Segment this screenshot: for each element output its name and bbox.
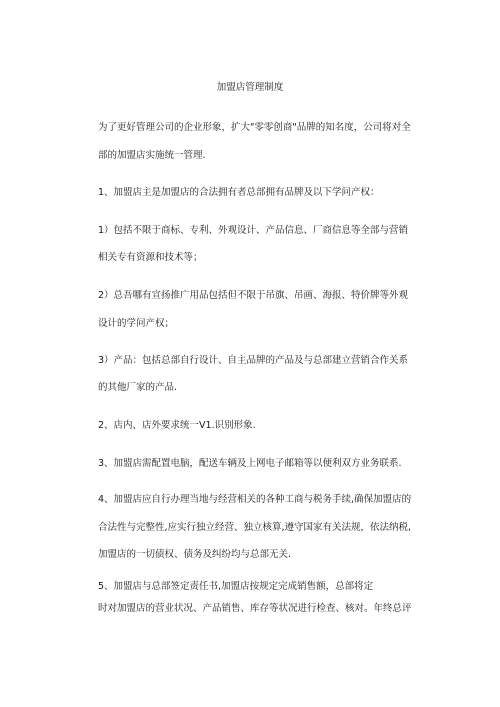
paragraph-line: 的其他厂家的产品. bbox=[98, 382, 178, 393]
paragraph-line: 合法性与完整性,应实行独立经营、独立核算,遵守国家有关法规，依法纳税, bbox=[98, 522, 412, 533]
paragraph-line: 4、加盟店应自行办理当地与经营相关的各种工商与税务手续,确保加盟店的 bbox=[98, 494, 412, 505]
paragraph-line: 3）产品：包括总部自行设计、自主品牌的产品及与总部建立营销合作关系 bbox=[98, 355, 409, 366]
document-title: 加盟店管理制度 bbox=[216, 82, 284, 93]
paragraph-line: 3、加盟店需配置电脑，配送车辆及上网电子邮箱等以便利双方业务联系. bbox=[98, 458, 402, 469]
paragraph-line: 1）包括不限于商标、专利、外观设计、产品信息、厂商信息等全部与营销 bbox=[98, 225, 409, 236]
paragraph-line: 加盟店的一切债权、债务及纠纷均与总部无关. bbox=[98, 549, 292, 560]
paragraph-line: 设计的学问产权； bbox=[98, 318, 175, 329]
paragraph-line: 为了更好管理公司的企业形象，扩大"零零创商"品牌的知名度，公司将对全 bbox=[98, 122, 411, 133]
paragraph-line: 相关专有资源和技术等； bbox=[98, 252, 203, 263]
paragraph-line: 1、加盟店主是加盟店的合法拥有者总部拥有品牌及以下学问产权： bbox=[98, 187, 380, 198]
paragraph-line: 部的加盟店实施统一管理. bbox=[98, 150, 206, 161]
paragraph-line: 2）总吾哪有宣扬推广用品包括但不限于吊旗、吊画、海报、特价牌等外观 bbox=[98, 290, 409, 301]
paragraph-line: 2、店内、店外要求统一V1.识别形象. bbox=[98, 420, 256, 431]
paragraph-line: 5、加盟店与总部签定责任书,加盟店按规定完成销售额，总部将定 bbox=[98, 581, 374, 592]
paragraph-line: 时对加盟店的营业状况、产品销售、库存等状况进行检查、核对。年终总评 bbox=[98, 603, 412, 614]
